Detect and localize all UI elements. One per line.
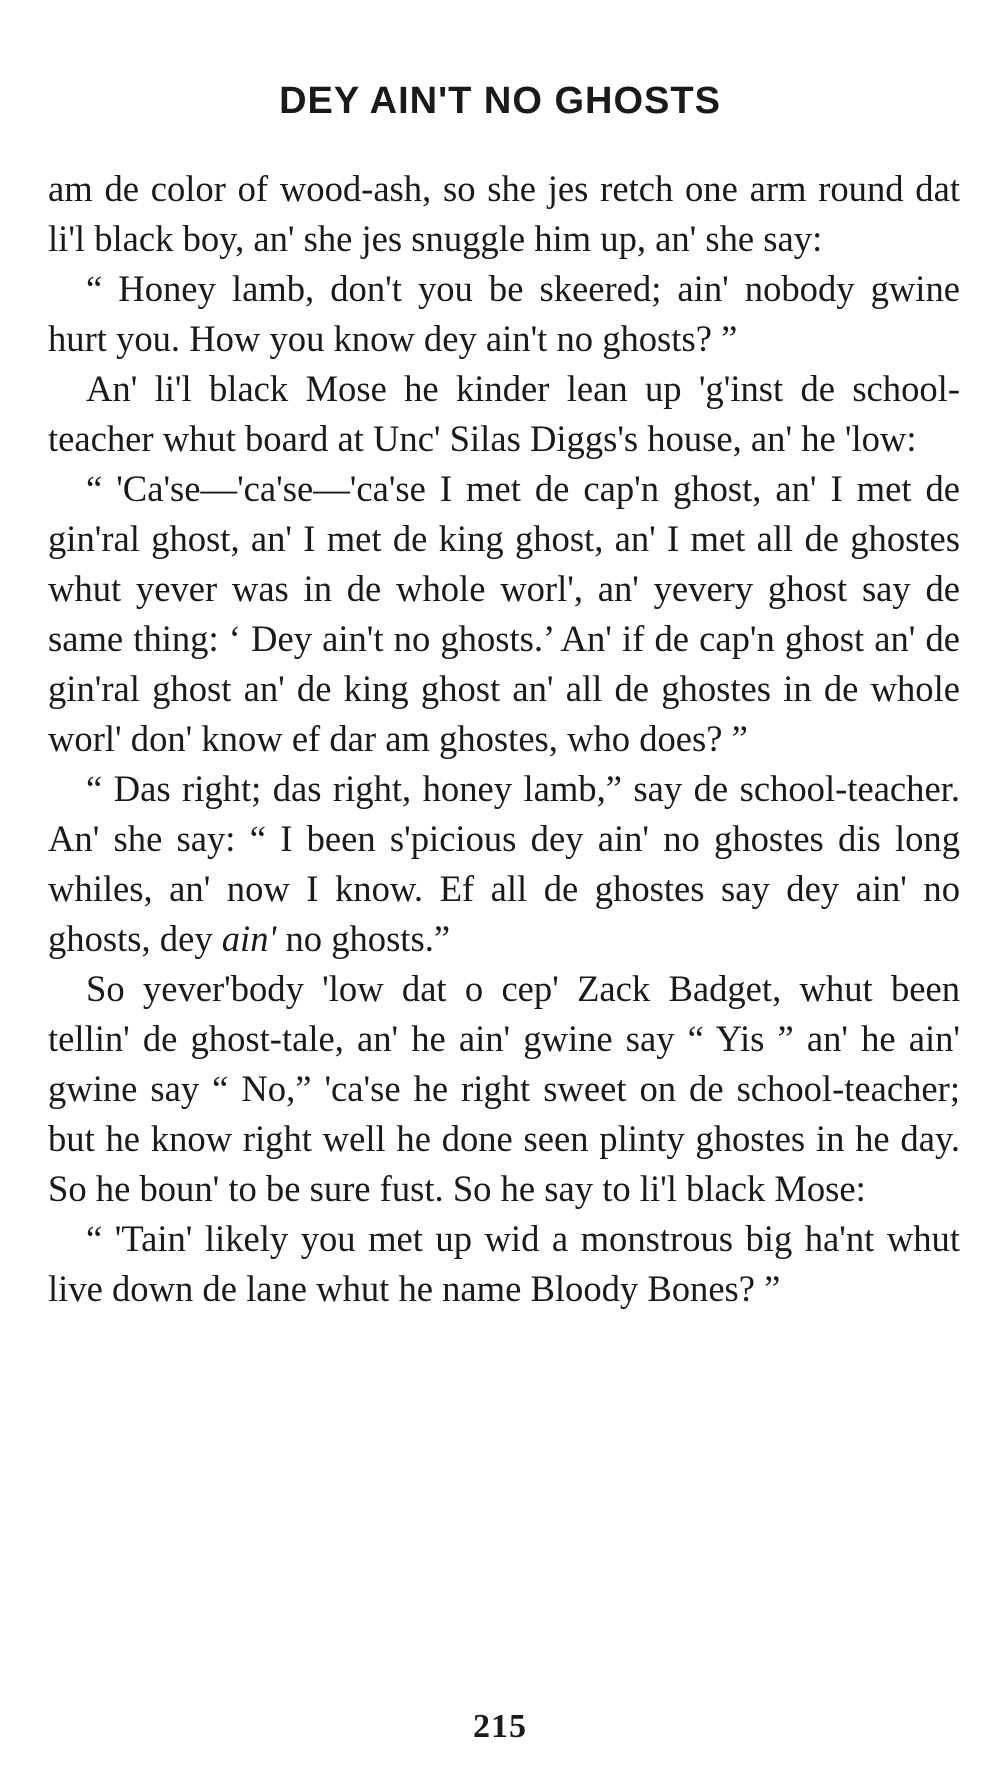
paragraph-3: An' li'l black Mose he kinder lean up 'g'inst de school-teacher whut board at Unc' Silas Diggs's house, an' he 'low: — [48, 368, 960, 459]
paragraph-5-text-a: “ Das right; das right, honey lamb,” say de school-teacher. An' she say: “ I been s'picious dey ain' no ghostes dis long whiles, an' now I know. Ef all de ghostes say dey ain' no ghosts, dey — [48, 768, 960, 959]
paragraph-5-italic: ain' — [221, 918, 277, 959]
running-head: DEY AIN'T NO GHOSTS — [279, 80, 721, 122]
paragraph-5-text-b: no ghosts.” — [276, 918, 451, 959]
page-number: 215 — [473, 1708, 527, 1745]
paragraph-2: “ Honey lamb, don't you be skeered; ain' nobody gwine hurt you. How you know dey ain't no ghosts? ” — [48, 268, 960, 359]
body-text — [48, 164, 960, 1314]
paragraph-7: “ 'Tain' likely you met up wid a monstrous big ha'nt whut live down de lane whut he name Bloody Bones? ” — [48, 1218, 960, 1309]
paragraph-5 — [48, 764, 960, 964]
paragraph-4: “ 'Ca'se—'ca'se—'ca'se I met de cap'n ghost, an' I met de gin'ral ghost, an' I met de king ghost, an' I met all de ghostes whut yever was in de whole worl', an' yevery ghost say de same thing: ‘ Dey ain't no ghosts.’ An' if de cap'n ghost an' de gin'ral ghost an' de king ghost an' all de ghostes in de whole worl' don' know ef dar am ghostes, who does? ” — [48, 468, 960, 759]
paragraph-1: am de color of wood-ash, so she jes retch one arm round dat li'l black boy, an' she jes snuggle him up, an' she say: — [48, 168, 960, 259]
paragraph-6: So yever'body 'low dat o cep' Zack Badget, whut been tellin' de ghost-tale, an' he ain' gwine say “ Yis ” an' he ain' gwine say “ No,” 'ca'se he right sweet on de school-teacher; but he know right well he done seen plinty ghostes in he day. So he boun' to be sure fust. So he say to li'l black Mose: — [48, 968, 960, 1209]
